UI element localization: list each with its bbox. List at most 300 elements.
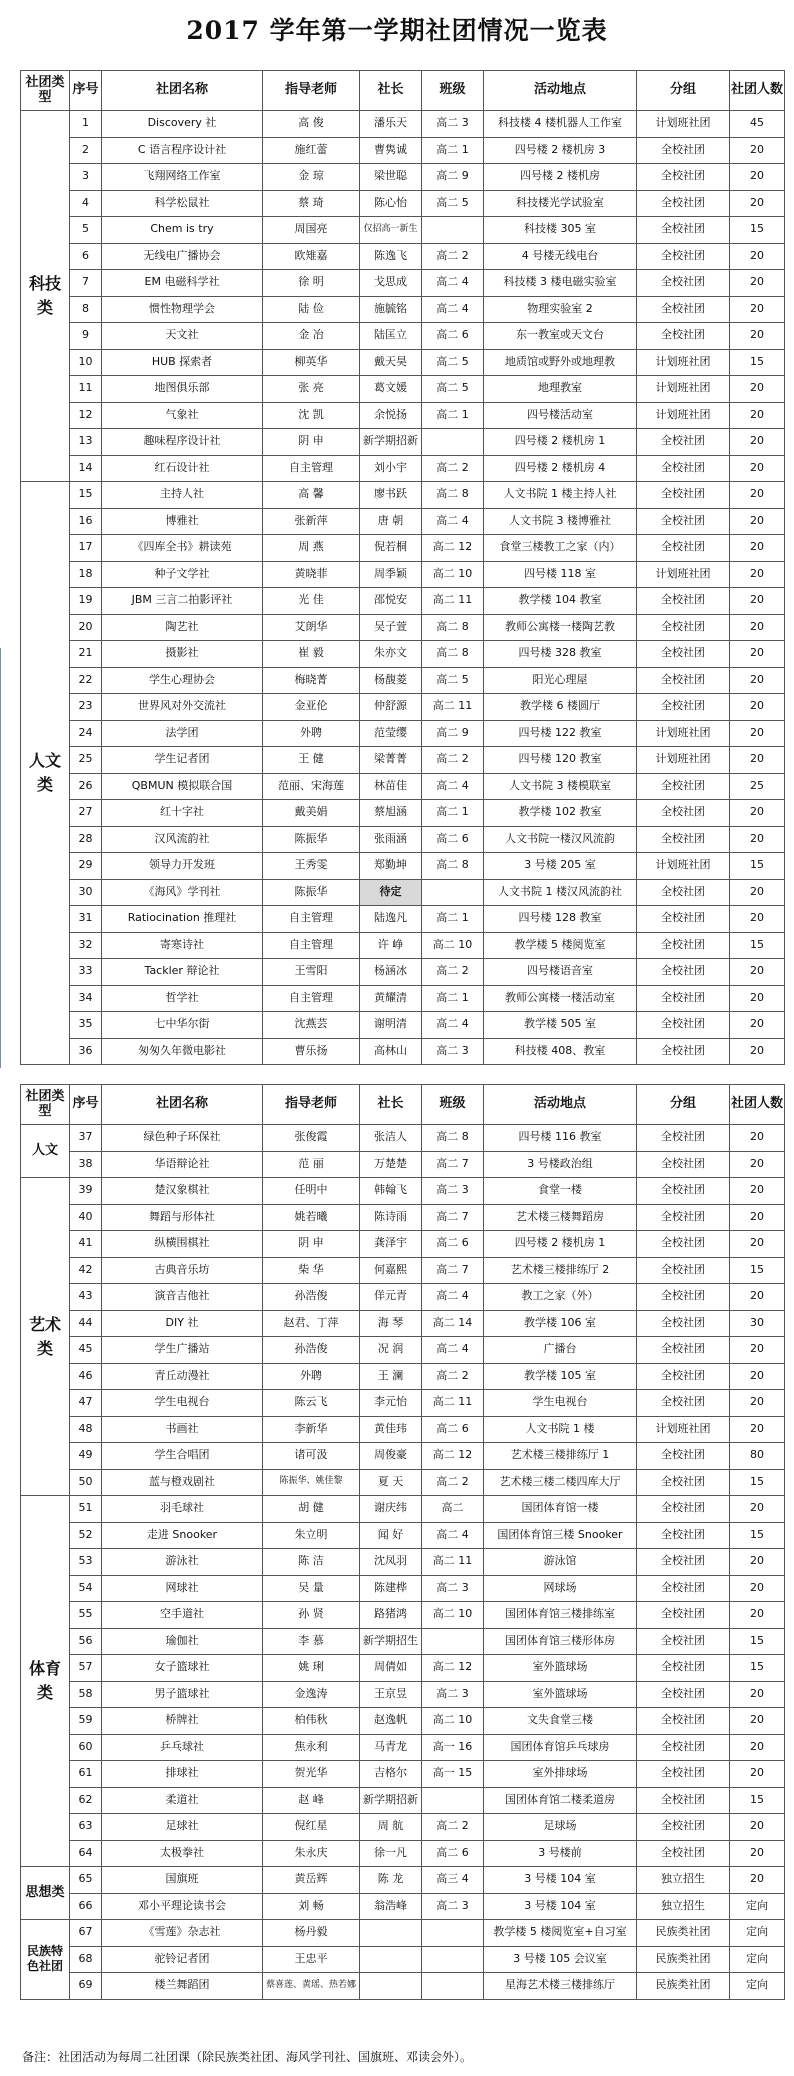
club-president-cell: 林苗佳	[360, 773, 422, 800]
club-name-cell: 陶艺社	[102, 614, 263, 641]
header-cell: 分组	[637, 1085, 730, 1125]
advisor-cell: 自主管理	[263, 455, 360, 482]
activity-location-cell: 教工之家（外）	[484, 1284, 637, 1311]
club-president-cell: 谢庆纬	[360, 1496, 422, 1523]
advisor-cell: 杨丹毅	[263, 1920, 360, 1947]
header-cell: 班级	[422, 71, 484, 111]
club-president-cell: 海 琴	[360, 1310, 422, 1337]
group-cell: 全校社团	[637, 1038, 730, 1065]
header-cell: 班级	[422, 1085, 484, 1125]
club-president-cell: 夏 天	[360, 1469, 422, 1496]
club-name-cell: 书画社	[102, 1416, 263, 1443]
club-name-cell: 红石设计社	[102, 455, 263, 482]
group-cell: 全校社团	[637, 1284, 730, 1311]
category-cell: 体育类	[21, 1496, 70, 1867]
group-cell: 全校社团	[637, 1363, 730, 1390]
class-cell: 高二 2	[422, 243, 484, 270]
club-president-cell: 戈思成	[360, 270, 422, 297]
class-cell	[422, 879, 484, 906]
club-name-cell: 学生记者团	[102, 747, 263, 774]
member-count-cell: 20	[730, 1363, 785, 1390]
club-president-cell: 曹隽诚	[360, 137, 422, 164]
group-cell: 全校社团	[637, 535, 730, 562]
activity-location-cell: 教师公寓楼一楼陶艺教	[484, 614, 637, 641]
group-cell: 全校社团	[637, 1310, 730, 1337]
group-cell: 全校社团	[637, 694, 730, 721]
table-row	[21, 1973, 785, 2000]
group-cell: 计划班社团	[637, 376, 730, 403]
member-count-cell: 20	[730, 1867, 785, 1894]
class-cell: 高二 4	[422, 1522, 484, 1549]
club-name-cell: Tackler 辩论社	[102, 959, 263, 986]
club-name-cell: 国旗班	[102, 1867, 263, 1894]
advisor-cell: 金 冶	[263, 323, 360, 350]
table-row	[21, 561, 785, 588]
header-cell: 分组	[637, 71, 730, 111]
class-cell	[422, 1973, 484, 2000]
activity-location-cell: 室外篮球场	[484, 1655, 637, 1682]
class-cell: 高二 3	[422, 111, 484, 138]
table-row	[21, 1522, 785, 1549]
class-cell: 高二 9	[422, 164, 484, 191]
club-president-cell: 仲舒源	[360, 694, 422, 721]
class-cell: 高一 15	[422, 1761, 484, 1788]
member-count-cell: 20	[730, 1390, 785, 1417]
club-president-cell: 周俊豪	[360, 1443, 422, 1470]
club-president-cell: 廖书跃	[360, 482, 422, 509]
club-president-cell: 蔡旭涵	[360, 800, 422, 827]
header-cell: 活动地点	[484, 1085, 637, 1125]
activity-location-cell: 3 号楼 104 室	[484, 1893, 637, 1920]
club-number-cell: 6	[70, 243, 102, 270]
member-count-cell: 20	[730, 1761, 785, 1788]
group-cell: 全校社团	[637, 614, 730, 641]
club-president-cell: 黄耀清	[360, 985, 422, 1012]
activity-location-cell: 国团体育馆三楼形体房	[484, 1628, 637, 1655]
club-number-cell: 59	[70, 1708, 102, 1735]
club-number-cell: 46	[70, 1363, 102, 1390]
club-number-cell: 38	[70, 1151, 102, 1178]
advisor-cell: 陈振华、姚佳黎	[263, 1469, 360, 1496]
group-cell: 全校社团	[637, 1151, 730, 1178]
club-name-cell: 驼铃记者团	[102, 1946, 263, 1973]
activity-location-cell: 国团体育馆三楼排练室	[484, 1602, 637, 1629]
member-count-cell: 定向	[730, 1946, 785, 1973]
club-name-cell: 主持人社	[102, 482, 263, 509]
member-count-cell: 20	[730, 720, 785, 747]
class-cell: 高二 2	[422, 747, 484, 774]
class-cell: 高二 4	[422, 270, 484, 297]
advisor-cell: 陈云飞	[263, 1390, 360, 1417]
club-number-cell: 28	[70, 826, 102, 853]
activity-location-cell: 科技楼光学试验室	[484, 190, 637, 217]
group-cell: 计划班社团	[637, 349, 730, 376]
club-president-cell: 路猪鸿	[360, 1602, 422, 1629]
group-cell: 独立招生	[637, 1893, 730, 1920]
class-cell: 高三 4	[422, 1867, 484, 1894]
activity-location-cell: 四号楼 2 楼机房	[484, 164, 637, 191]
table-row	[21, 1204, 785, 1231]
table-row	[21, 1602, 785, 1629]
activity-location-cell: 四号楼 128 教室	[484, 906, 637, 933]
group-cell: 全校社团	[637, 932, 730, 959]
activity-location-cell: 地理教室	[484, 376, 637, 403]
table-row	[21, 1363, 785, 1390]
club-president-cell: 何嘉熙	[360, 1257, 422, 1284]
header-cell: 指导老师	[263, 71, 360, 111]
club-number-cell: 39	[70, 1178, 102, 1205]
member-count-cell: 20	[730, 296, 785, 323]
club-number-cell: 20	[70, 614, 102, 641]
table-row	[21, 376, 785, 403]
advisor-cell: 李 慕	[263, 1628, 360, 1655]
header-cell: 活动地点	[484, 71, 637, 111]
activity-location-cell: 艺术楼三楼舞蹈房	[484, 1204, 637, 1231]
member-count-cell: 20	[730, 1178, 785, 1205]
group-cell: 计划班社团	[637, 1416, 730, 1443]
member-count-cell: 20	[730, 402, 785, 429]
class-cell: 高二 4	[422, 508, 484, 535]
club-name-cell: 地图俱乐部	[102, 376, 263, 403]
club-number-cell: 1	[70, 111, 102, 138]
advisor-cell: 外聘	[263, 1363, 360, 1390]
member-count-cell: 20	[730, 1575, 785, 1602]
table-row	[21, 1814, 785, 1841]
club-number-cell: 4	[70, 190, 102, 217]
table-row	[21, 853, 785, 880]
club-number-cell: 63	[70, 1814, 102, 1841]
class-cell: 高二 4	[422, 1284, 484, 1311]
club-number-cell: 23	[70, 694, 102, 721]
group-cell: 全校社团	[637, 1012, 730, 1039]
group-cell: 计划班社团	[637, 561, 730, 588]
group-cell: 全校社团	[637, 1602, 730, 1629]
activity-location-cell: 文失食堂三楼	[484, 1708, 637, 1735]
club-number-cell: 36	[70, 1038, 102, 1065]
table-row	[21, 1496, 785, 1523]
club-number-cell: 33	[70, 959, 102, 986]
club-name-cell: 青丘动漫社	[102, 1363, 263, 1390]
club-name-cell: 乒乓球社	[102, 1734, 263, 1761]
club-president-cell: 邵悦安	[360, 588, 422, 615]
table-row	[21, 164, 785, 191]
member-count-cell: 定向	[730, 1973, 785, 2000]
advisor-cell: 自主管理	[263, 906, 360, 933]
class-cell: 高二 11	[422, 694, 484, 721]
activity-location-cell: 科技楼 4 楼机器人工作室	[484, 111, 637, 138]
class-cell: 高二 12	[422, 535, 484, 562]
member-count-cell: 20	[730, 455, 785, 482]
group-cell: 全校社团	[637, 296, 730, 323]
group-cell: 全校社团	[637, 323, 730, 350]
member-count-cell: 15	[730, 349, 785, 376]
advisor-cell: 范丽、宋海莲	[263, 773, 360, 800]
table-row	[21, 906, 785, 933]
member-count-cell: 20	[730, 1337, 785, 1364]
group-cell: 全校社团	[637, 429, 730, 456]
table-row	[21, 588, 785, 615]
group-cell: 全校社团	[637, 1390, 730, 1417]
activity-location-cell: 教学楼 5 楼阅览室	[484, 932, 637, 959]
club-name-cell: 匆匆久年微电影社	[102, 1038, 263, 1065]
advisor-cell: 孙浩俊	[263, 1337, 360, 1364]
activity-location-cell: 3 号楼 104 室	[484, 1867, 637, 1894]
club-president-cell: 新学期招生	[360, 1628, 422, 1655]
club-number-cell: 48	[70, 1416, 102, 1443]
class-cell: 高二 6	[422, 826, 484, 853]
class-cell: 高二 8	[422, 482, 484, 509]
club-number-cell: 27	[70, 800, 102, 827]
class-cell: 高二 5	[422, 190, 484, 217]
club-number-cell: 47	[70, 1390, 102, 1417]
club-name-cell: 走进 Snooker	[102, 1522, 263, 1549]
club-name-cell: 气象社	[102, 402, 263, 429]
member-count-cell: 20	[730, 1151, 785, 1178]
club-president-cell: 朱亦文	[360, 641, 422, 668]
category-cell: 艺术类	[21, 1178, 70, 1496]
advisor-cell: 自主管理	[263, 985, 360, 1012]
group-cell: 民族类社团	[637, 1973, 730, 2000]
group-cell: 全校社团	[637, 1787, 730, 1814]
club-name-cell: 柔道社	[102, 1787, 263, 1814]
club-number-cell: 67	[70, 1920, 102, 1947]
advisor-cell: 高 馨	[263, 482, 360, 509]
class-cell: 高二 2	[422, 959, 484, 986]
class-cell: 高二 6	[422, 1231, 484, 1258]
table-row	[21, 747, 785, 774]
club-name-cell: 《海风》学刊社	[102, 879, 263, 906]
club-name-cell: 羽毛球社	[102, 1496, 263, 1523]
advisor-cell: 陈振华	[263, 879, 360, 906]
table-row	[21, 879, 785, 906]
category-cell: 思想类	[21, 1867, 70, 1920]
club-president-cell: 新学期招新	[360, 429, 422, 456]
advisor-cell: 蔡 琦	[263, 190, 360, 217]
group-cell: 全校社团	[637, 164, 730, 191]
club-number-cell: 41	[70, 1231, 102, 1258]
table-row	[21, 349, 785, 376]
table-row	[21, 1761, 785, 1788]
class-cell: 高二 1	[422, 402, 484, 429]
header-cell: 序号	[70, 71, 102, 111]
club-number-cell: 40	[70, 1204, 102, 1231]
member-count-cell: 20	[730, 535, 785, 562]
header-cell: 社团名称	[102, 1085, 263, 1125]
table-row	[21, 1655, 785, 1682]
table-row	[21, 1125, 785, 1152]
club-name-cell: 蓝与橙戏剧社	[102, 1469, 263, 1496]
group-cell: 计划班社团	[637, 402, 730, 429]
member-count-cell: 20	[730, 1012, 785, 1039]
member-count-cell: 20	[730, 323, 785, 350]
club-name-cell: 无线电广播协会	[102, 243, 263, 270]
member-count-cell: 20	[730, 429, 785, 456]
club-number-cell: 2	[70, 137, 102, 164]
advisor-cell: 朱立明	[263, 1522, 360, 1549]
club-name-cell: 演音吉他社	[102, 1284, 263, 1311]
club-number-cell: 55	[70, 1602, 102, 1629]
club-president-cell: 万楚楚	[360, 1151, 422, 1178]
activity-location-cell: 足球场	[484, 1814, 637, 1841]
group-cell: 全校社团	[637, 800, 730, 827]
club-number-cell: 52	[70, 1522, 102, 1549]
class-cell: 高一 16	[422, 1734, 484, 1761]
club-name-cell: 领导力开发班	[102, 853, 263, 880]
group-cell: 全校社团	[637, 1575, 730, 1602]
group-cell: 全校社团	[637, 1496, 730, 1523]
activity-location-cell: 3 号楼前	[484, 1840, 637, 1867]
group-cell: 全校社团	[637, 137, 730, 164]
advisor-cell: 倪红星	[263, 1814, 360, 1841]
page-title: 2017 学年第一学期社团情况一览表	[186, 16, 608, 45]
advisor-cell: 孙 贤	[263, 1602, 360, 1629]
advisor-cell: 张俊霞	[263, 1125, 360, 1152]
table-row	[21, 402, 785, 429]
club-president-cell: 陈逸飞	[360, 243, 422, 270]
table-row	[21, 1038, 785, 1065]
advisor-cell: 姚 琍	[263, 1655, 360, 1682]
club-number-cell: 42	[70, 1257, 102, 1284]
club-president-cell: 吴子萱	[360, 614, 422, 641]
header-cell: 社团人数	[730, 71, 785, 111]
club-name-cell: 学生心理协会	[102, 667, 263, 694]
advisor-cell: 徐 明	[263, 270, 360, 297]
group-cell: 全校社团	[637, 1443, 730, 1470]
club-number-cell: 17	[70, 535, 102, 562]
table-row	[21, 959, 785, 986]
table-row	[21, 1734, 785, 1761]
activity-location-cell: 3 号楼 205 室	[484, 853, 637, 880]
club-name-cell: 绿色种子环保社	[102, 1125, 263, 1152]
club-name-cell: 学生广播站	[102, 1337, 263, 1364]
club-president-cell: 梁世聪	[360, 164, 422, 191]
member-count-cell: 20	[730, 1038, 785, 1065]
activity-location-cell: 教学楼 5 楼阅览室+自习室	[484, 1920, 637, 1947]
group-cell: 全校社团	[637, 1814, 730, 1841]
group-cell: 全校社团	[637, 190, 730, 217]
group-cell: 计划班社团	[637, 747, 730, 774]
club-president-cell: 梁菁菁	[360, 747, 422, 774]
class-cell: 高二 3	[422, 1038, 484, 1065]
club-number-cell: 56	[70, 1628, 102, 1655]
club-name-cell: 汉风流韵社	[102, 826, 263, 853]
advisor-cell: 王秀雯	[263, 853, 360, 880]
club-name-cell: 网球社	[102, 1575, 263, 1602]
table-row	[21, 826, 785, 853]
activity-location-cell: 科技楼 408、教室	[484, 1038, 637, 1065]
member-count-cell: 15	[730, 1628, 785, 1655]
member-count-cell: 45	[730, 111, 785, 138]
group-cell: 全校社团	[637, 959, 730, 986]
group-cell: 全校社团	[637, 217, 730, 244]
club-president-cell: 王京昱	[360, 1681, 422, 1708]
group-cell: 全校社团	[637, 1125, 730, 1152]
table-row	[21, 1708, 785, 1735]
advisor-cell: 柏伟秋	[263, 1708, 360, 1735]
member-count-cell: 20	[730, 667, 785, 694]
header-cell: 社长	[360, 71, 422, 111]
club-name-cell: 古典音乐坊	[102, 1257, 263, 1284]
advisor-cell: 沈 凯	[263, 402, 360, 429]
table-row	[21, 694, 785, 721]
member-count-cell: 15	[730, 932, 785, 959]
group-cell: 全校社团	[637, 1337, 730, 1364]
table-row	[21, 1867, 785, 1894]
table-row	[21, 1310, 785, 1337]
table-row	[21, 296, 785, 323]
club-name-cell: 博雅社	[102, 508, 263, 535]
activity-location-cell: 国团体育馆二楼柔道房	[484, 1787, 637, 1814]
class-cell: 高二 11	[422, 1549, 484, 1576]
club-president-cell: 周 航	[360, 1814, 422, 1841]
club-number-cell: 10	[70, 349, 102, 376]
member-count-cell: 15	[730, 1522, 785, 1549]
table-row	[21, 1178, 785, 1205]
club-name-cell: 女子篮球社	[102, 1655, 263, 1682]
class-cell: 高二 10	[422, 561, 484, 588]
class-cell	[422, 1946, 484, 1973]
table-row	[21, 641, 785, 668]
group-cell: 民族类社团	[637, 1920, 730, 1947]
advisor-cell: 柳英华	[263, 349, 360, 376]
club-number-cell: 61	[70, 1761, 102, 1788]
activity-location-cell: 学生电视台	[484, 1390, 637, 1417]
club-name-cell: 空手道社	[102, 1602, 263, 1629]
activity-location-cell: 教学楼 505 室	[484, 1012, 637, 1039]
class-cell: 高二 4	[422, 773, 484, 800]
club-president-cell: 戴天昊	[360, 349, 422, 376]
advisor-cell: 刘 畅	[263, 1893, 360, 1920]
advisor-cell: 周国亮	[263, 217, 360, 244]
activity-location-cell: 教学楼 104 教室	[484, 588, 637, 615]
advisor-cell: 梅晓菁	[263, 667, 360, 694]
group-cell: 全校社团	[637, 906, 730, 933]
club-president-cell: 陈 龙	[360, 1867, 422, 1894]
table-row	[21, 1416, 785, 1443]
club-number-cell: 43	[70, 1284, 102, 1311]
group-cell: 全校社团	[637, 773, 730, 800]
activity-location-cell: 人文书院 3 楼博雅社	[484, 508, 637, 535]
group-cell: 全校社团	[637, 1231, 730, 1258]
club-name-cell: Ratiocination 推理社	[102, 906, 263, 933]
club-name-cell: 桥牌社	[102, 1708, 263, 1735]
club-number-cell: 66	[70, 1893, 102, 1920]
member-count-cell: 20	[730, 800, 785, 827]
club-president-cell: 葛文媛	[360, 376, 422, 403]
club-name-cell: 楼兰舞蹈团	[102, 1973, 263, 2000]
club-number-cell: 49	[70, 1443, 102, 1470]
advisor-cell: 陆 俭	[263, 296, 360, 323]
club-name-cell: 哲学社	[102, 985, 263, 1012]
category-cell: 民族特色社团	[21, 1920, 70, 2000]
table-row	[21, 720, 785, 747]
group-cell: 全校社团	[637, 985, 730, 1012]
club-number-cell: 8	[70, 296, 102, 323]
activity-location-cell: 四号楼 116 教室	[484, 1125, 637, 1152]
member-count-cell: 20	[730, 588, 785, 615]
member-count-cell: 20	[730, 1125, 785, 1152]
club-president-cell: 李元怡	[360, 1390, 422, 1417]
club-number-cell: 62	[70, 1787, 102, 1814]
club-name-cell: DIY 社	[102, 1310, 263, 1337]
club-number-cell: 26	[70, 773, 102, 800]
activity-location-cell: 艺术楼三楼排练厅 1	[484, 1443, 637, 1470]
club-president-cell: 待定	[360, 879, 422, 906]
club-number-cell: 3	[70, 164, 102, 191]
club-name-cell: QBMUN 模拟联合国	[102, 773, 263, 800]
table-row	[21, 137, 785, 164]
table-row	[21, 323, 785, 350]
